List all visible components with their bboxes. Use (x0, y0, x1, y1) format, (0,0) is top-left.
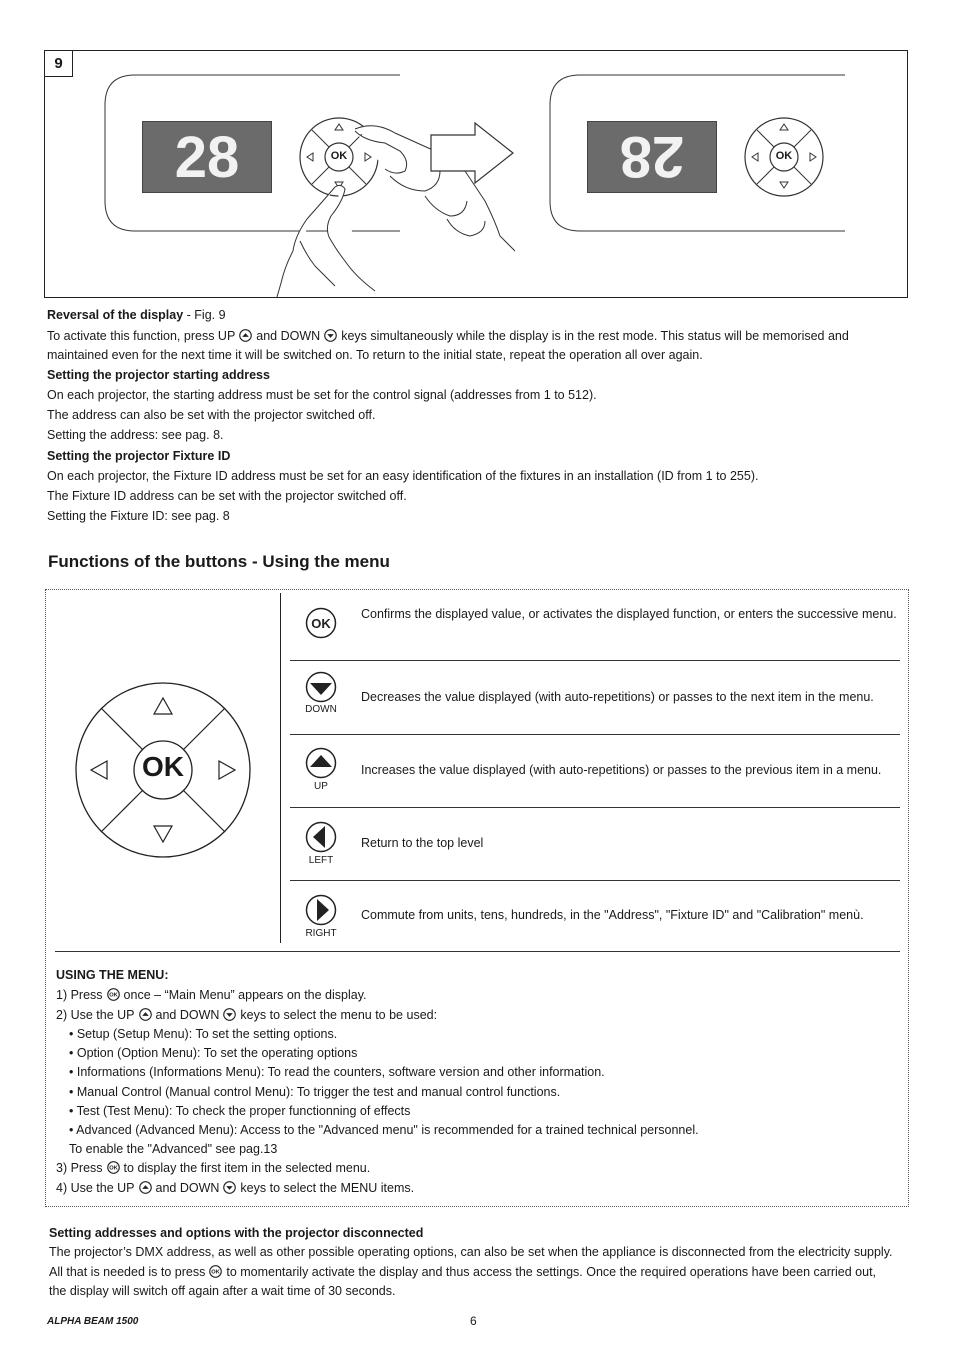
display-normal: 28 (142, 121, 272, 193)
left-label: LEFT (308, 855, 334, 866)
figure-9 (44, 50, 908, 298)
menu-item: • Test (Test Menu): To check the proper functionning of effects (69, 1104, 411, 1118)
menu-item: • Advanced (Advanced Menu): Access to the "Advanced menu" is recommended for a trained technical personnel. (69, 1123, 699, 1137)
down-description: Decreases the value displayed (with auto-repetitions) or passes to the next item in the menu. (361, 690, 874, 704)
ok-description: Confirms the displayed value, or activates the displayed function, or enters the successive menu. (361, 607, 897, 621)
up-icon (139, 1008, 152, 1021)
menu-step-1: 1) Press once – “Main Menu” appears on the display. (56, 988, 367, 1002)
down-icon (324, 329, 337, 342)
disconnected-title: Setting addresses and options with the projector disconnected (49, 1226, 424, 1240)
footer-page-number: 6 (470, 1314, 477, 1328)
start-address-title: Setting the projector starting address (47, 368, 270, 382)
right-label: RIGHT (305, 928, 337, 939)
down-icon (223, 1008, 236, 1021)
up-icon (139, 1181, 152, 1194)
reversal-fig-ref: - Fig. 9 (183, 308, 226, 322)
right-icon (305, 894, 337, 926)
menu-item: • Manual Control (Manual control Menu): To trigger the test and manual control functions. (69, 1085, 561, 1099)
ok-icon (209, 1265, 222, 1278)
row-divider (290, 880, 900, 881)
up-icon (305, 747, 337, 779)
up-icon (239, 329, 252, 342)
right-description: Commute from units, tens, hundreds, in the "Address", "Fixture ID" and "Calibration" menù. (361, 908, 864, 922)
menu-item: • Option (Option Menu): To set the operating options (69, 1046, 358, 1060)
fixture-id-line: Setting the Fixture ID: see pag. 8 (47, 509, 230, 523)
menu-item: • Setup (Setup Menu): To set the setting options. (69, 1027, 338, 1041)
fixture-id-line: The Fixture ID address can be set with the projector switched off. (47, 489, 407, 503)
fixture-id-title: Setting the projector Fixture ID (47, 449, 231, 463)
ok-icon (305, 607, 337, 639)
menu-divider (55, 951, 900, 952)
keypad-right-ok-label: OK (775, 150, 793, 162)
menu-item: To enable the "Advanced" see pag.13 (69, 1142, 278, 1156)
row-divider (290, 660, 900, 661)
menu-step-3: 3) Press to display the first item in the selected menu. (56, 1161, 371, 1175)
svg-text:OK: OK (311, 616, 331, 631)
down-icon (305, 671, 337, 703)
start-address-line: Setting the address: see pag. 8. (47, 428, 224, 442)
row-divider (290, 734, 900, 735)
ok-icon (107, 1161, 120, 1174)
reversal-heading (47, 305, 909, 325)
left-description: Return to the top level (361, 836, 484, 850)
disconnected-line-1: The projector’s DMX address, as well as other possible operating options, can also be set when the appliance is disconnected from the electricity supply. (49, 1245, 893, 1259)
big-ok-label: OK (142, 751, 184, 782)
disconnected-line-3: the display will switch off again after a wait time of 30 seconds. (49, 1284, 396, 1298)
start-address-line: The address can also be set with the projector switched off. (47, 408, 376, 422)
vertical-divider (280, 593, 281, 943)
keypad-left-ok-label: OK (330, 150, 348, 162)
ok-icon (107, 988, 120, 1001)
reversal-line-1: To activate this function, press UP and DOWN keys simultaneously while the display is in the rest mode. This status will be memorised and (47, 329, 849, 343)
up-label: UP (314, 781, 328, 792)
start-address-line: On each projector, the starting address must be set for the control signal (addresses from 1 to 512). (47, 388, 597, 402)
menu-step-4: 4) Use the UP and DOWN keys to select the MENU items. (56, 1181, 415, 1195)
reversal-title: Reversal of the display (47, 308, 184, 322)
menu-item: • Informations (Informations Menu): To read the counters, software version and other information. (69, 1065, 605, 1079)
left-icon (305, 821, 337, 853)
menu-step-2: 2) Use the UP and DOWN keys to select the menu to be used: (56, 1008, 438, 1022)
footer-product: ALPHA BEAM 1500 (47, 1316, 139, 1327)
disconnected-line-2: All that is needed is to press to momentarily activate the display and thus access the settings. Once the required operations have been carried out, (49, 1265, 877, 1279)
down-label: DOWN (305, 704, 337, 715)
menu-title: USING THE MENU: (56, 968, 169, 982)
up-description: Increases the value displayed (with auto-repetitions) or passes to the previous item in a menu. (361, 763, 882, 777)
figure-number: 9 (45, 51, 73, 77)
display-flipped: 28 (587, 121, 717, 193)
down-icon (223, 1181, 236, 1194)
row-divider (290, 807, 900, 808)
fixture-id-line: On each projector, the Fixture ID address must be set for an easy identification of the fixtures in an installation (ID from 1 to 255). (47, 469, 759, 483)
section-title: Functions of the buttons - Using the menu (48, 552, 390, 571)
reversal-line-2: maintained even for the next time it will be switched on. To return to the initial state, repeat the operation all over again. (47, 348, 703, 362)
